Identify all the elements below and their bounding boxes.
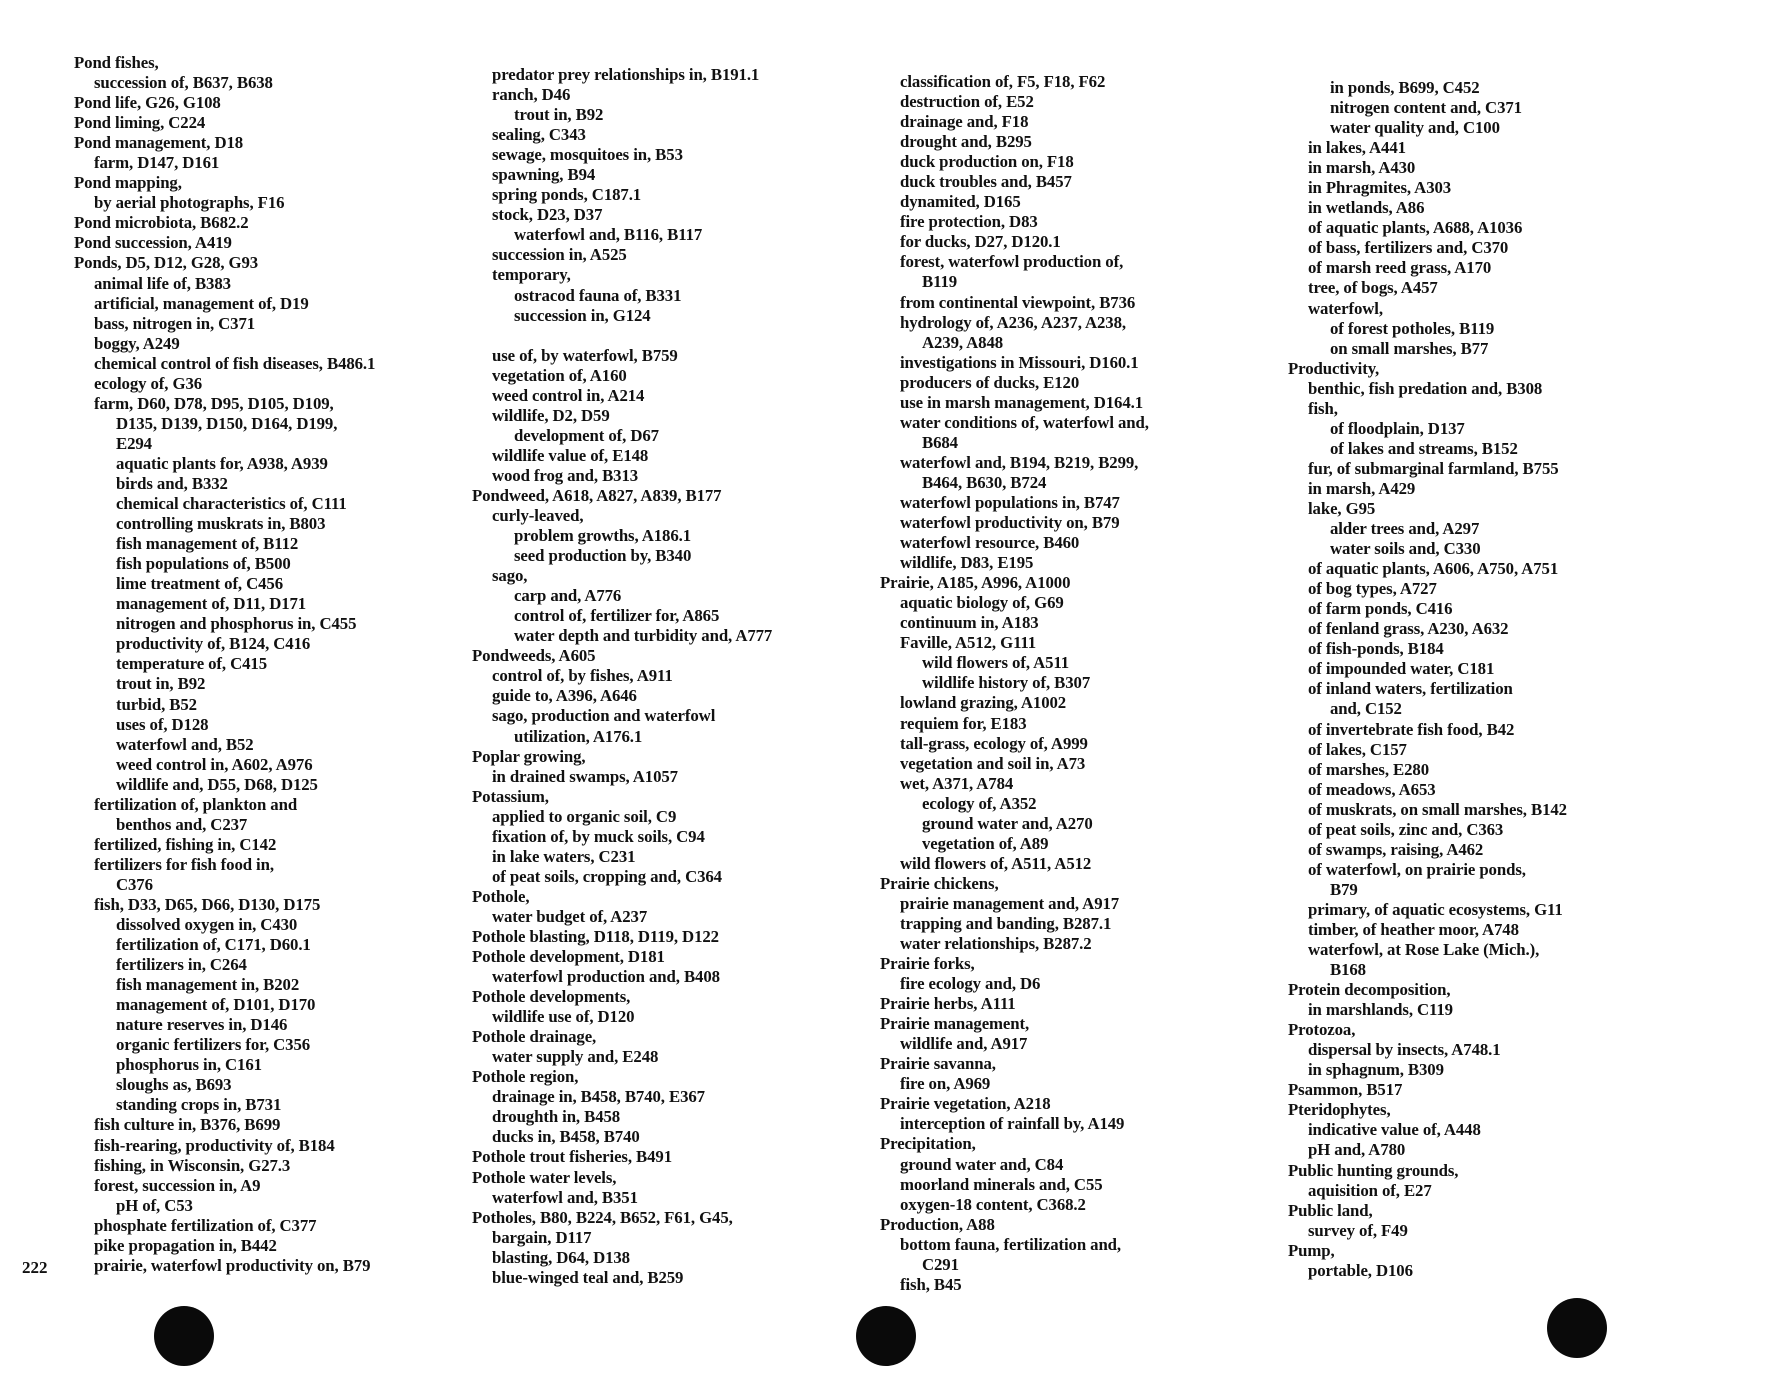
index-subentry: lake, G95	[1308, 498, 1376, 518]
index-heading: Pothole,	[472, 886, 530, 906]
index-subentry: applied to organic soil, C9	[492, 806, 677, 826]
index-subentry: sago,	[492, 566, 528, 586]
index-subentry: wild flowers of, A511	[922, 653, 1070, 673]
index-subentry: of muskrats, on small marshes, B142	[1308, 799, 1567, 819]
index-subentry: waterfowl and, B351	[492, 1187, 638, 1207]
index-subentry: continuum in, A183	[900, 613, 1039, 633]
index-subentry: sewage, mosquitoes in, B53	[492, 145, 683, 165]
index-heading: Pond management, D18	[74, 133, 244, 153]
index-subentry: in marsh, A430	[1308, 158, 1416, 178]
index-subentry: of invertebrate fish food, B42	[1308, 719, 1515, 739]
index-subentry: alder trees and, A297	[1330, 519, 1480, 539]
index-subentry: of impounded water, C181	[1308, 659, 1495, 679]
index-subentry: and, C152	[1330, 699, 1402, 719]
index-subentry: water depth and turbidity and, A777	[514, 626, 773, 646]
index-subentry: phosphate fertilization of, C377	[94, 1215, 317, 1235]
index-subentry: waterfowl productivity on, B79	[900, 513, 1120, 533]
index-subentry: problem growths, A186.1	[514, 526, 692, 546]
index-subentry: in Phragmites, A303	[1308, 178, 1452, 198]
index-subentry: fish, B45	[900, 1274, 962, 1294]
index-column-1	[74, 53, 375, 1276]
index-subentry: fire ecology and, D6	[900, 974, 1041, 994]
index-subentry: survey of, F49	[1308, 1220, 1408, 1240]
index-subentry: of floodplain, D137	[1330, 418, 1465, 438]
index-subentry: trout in, B92	[514, 105, 604, 125]
index-subentry: artificial, management of, D19	[94, 293, 309, 313]
index-subentry: in ponds, B699, C452	[1330, 78, 1480, 97]
index-heading: Pond microbiota, B682.2	[74, 213, 249, 233]
index-heading: Pondweeds, A605	[472, 646, 596, 666]
index-subentry: ground water and, A270	[922, 813, 1093, 833]
index-heading: Production, A88	[880, 1214, 995, 1234]
index-subentry: B79	[1330, 879, 1358, 899]
index-subentry: fertilization of, plankton and	[94, 794, 298, 814]
index-subentry: water soils and, C330	[1330, 539, 1481, 559]
index-subentry: in marshlands, C119	[1308, 1000, 1453, 1020]
index-subentry: spawning, B94	[492, 165, 596, 185]
index-subentry: use of, by waterfowl, B759	[492, 345, 678, 365]
index-subentry: of waterfowl, on prairie ponds,	[1308, 859, 1526, 879]
index-subentry: nitrogen and phosphorus in, C455	[116, 614, 357, 634]
index-subentry: drainage in, B458, B740, E367	[492, 1087, 705, 1107]
index-subentry: B684	[922, 432, 958, 452]
index-subentry: of inland waters, fertilization	[1308, 679, 1513, 699]
index-subentry: bass, nitrogen in, C371	[94, 313, 256, 333]
index-subentry: uses of, D128	[116, 714, 209, 734]
index-subentry: waterfowl production and, B408	[492, 967, 720, 987]
index-subentry: of peat soils, cropping and, C364	[492, 866, 722, 886]
index-subentry: forest, waterfowl production of,	[900, 252, 1124, 272]
index-subentry: wildlife, D83, E195	[900, 553, 1034, 573]
index-subentry: curly-leaved,	[492, 505, 584, 525]
index-subentry: fertilized, fishing in, C142	[94, 834, 277, 854]
index-subentry: fertilizers in, C264	[116, 955, 247, 975]
index-subentry: ground water and, C84	[900, 1154, 1064, 1174]
index-heading: Protein decomposition,	[1288, 980, 1451, 1000]
index-subentry: fish,	[1308, 398, 1338, 418]
index-subentry: by aerial photographs, F16	[94, 193, 285, 213]
index-heading: Public land,	[1288, 1200, 1373, 1220]
index-subentry: waterfowl and, B194, B219, B299,	[900, 452, 1139, 472]
index-subentry: predator prey relationships in, B191.1	[492, 65, 760, 84]
index-subentry: C291	[922, 1254, 959, 1274]
index-subentry: management of, D11, D171	[116, 594, 307, 614]
index-subentry: chemical control of fish diseases, B486.1	[94, 353, 376, 373]
index-subentry: aquisition of, E27	[1308, 1180, 1432, 1200]
index-subentry: waterfowl,	[1308, 298, 1383, 318]
index-subentry: water supply and, E248	[492, 1047, 659, 1067]
index-subentry: prairie, waterfowl productivity on, B79	[94, 1255, 371, 1275]
index-heading: Prairie forks,	[880, 954, 975, 974]
index-heading: Pothole water levels,	[472, 1167, 617, 1187]
index-subentry: farm, D147, D161	[94, 153, 220, 173]
index-subentry: waterfowl and, B52	[116, 734, 254, 754]
index-subentry: wildlife and, D55, D68, D125	[116, 774, 318, 794]
index-subentry: pH and, A780	[1308, 1140, 1406, 1160]
index-subentry: chemical characteristics of, C111	[116, 494, 347, 514]
index-subentry: of farm ponds, C416	[1308, 599, 1453, 619]
index-subentry: on small marshes, B77	[1330, 338, 1489, 358]
page-number: 222	[22, 1258, 48, 1277]
index-subentry: benthos and, C237	[116, 814, 248, 834]
index-subentry: in lakes, A441	[1308, 138, 1406, 158]
index-subentry: dynamited, D165	[900, 192, 1021, 212]
index-subentry: requiem for, E183	[900, 713, 1027, 733]
index-subentry: C376	[116, 874, 153, 894]
index-subentry: fish management in, B202	[116, 975, 300, 995]
index-subentry: water quality and, C100	[1330, 118, 1500, 138]
index-subentry: vegetation and soil in, A73	[900, 753, 1086, 773]
index-heading: Productivity,	[1288, 358, 1380, 378]
index-heading: Pond mapping,	[74, 173, 182, 193]
index-subentry: turbid, B52	[116, 694, 197, 714]
index-subentry: controlling muskrats in, B803	[116, 514, 326, 534]
index-subentry: fixation of, by muck soils, C94	[492, 826, 705, 846]
index-subentry: trapping and banding, B287.1	[900, 913, 1112, 933]
index-subentry: wildlife value of, E148	[492, 445, 649, 465]
index-heading: Potassium,	[472, 786, 549, 806]
index-subentry: sloughs as, B693	[116, 1075, 232, 1095]
index-subentry: of peat soils, zinc and, C363	[1308, 819, 1504, 839]
index-subentry: oxygen-18 content, C368.2	[900, 1194, 1086, 1214]
index-subentry: in lake waters, C231	[492, 846, 636, 866]
index-subentry: in marsh, A429	[1308, 478, 1416, 498]
index-subentry: wood frog and, B313	[492, 465, 639, 485]
index-heading: Prairie savanna,	[880, 1054, 996, 1074]
index-subentry: guide to, A396, A646	[492, 686, 637, 706]
index-subentry: succession in, A525	[492, 245, 627, 265]
index-heading: Ponds, D5, D12, G28, G93	[74, 253, 259, 273]
index-subentry: wildlife history of, B307	[922, 673, 1091, 693]
index-subentry: waterfowl resource, B460	[900, 533, 1080, 553]
index-subentry: of lakes and streams, B152	[1330, 438, 1518, 458]
index-subentry: succession in, G124	[514, 305, 651, 325]
index-column-4	[1288, 78, 1567, 1281]
index-subentry: primary, of aquatic ecosystems, G11	[1308, 899, 1563, 919]
index-subentry: water relationships, B287.2	[900, 934, 1092, 954]
index-subentry: water conditions of, waterfowl and,	[900, 412, 1149, 432]
index-subentry: utilization, A176.1	[514, 726, 643, 746]
index-heading: Pothole developments,	[472, 987, 631, 1007]
index-subentry: classification of, F5, F18, F62	[900, 72, 1106, 91]
index-heading: Protozoa,	[1288, 1020, 1356, 1040]
index-subentry: pH of, C53	[116, 1195, 193, 1215]
index-subentry: Faville, A512, G111	[900, 633, 1037, 653]
index-subentry: ecology of, A352	[922, 793, 1037, 813]
index-subentry: bargain, D117	[492, 1227, 592, 1247]
index-subentry: for ducks, D27, D120.1	[900, 232, 1061, 252]
index-heading: Prairie herbs, A111	[880, 994, 1016, 1014]
index-subentry: fertilization of, C171, D60.1	[116, 935, 311, 955]
index-subentry: destruction of, E52	[900, 92, 1034, 112]
index-subentry: wet, A371, A784	[900, 773, 1014, 793]
index-subentry: dispersal by insects, A748.1	[1308, 1040, 1501, 1060]
index-subentry: in wetlands, A86	[1308, 198, 1425, 218]
index-subentry: carp and, A776	[514, 586, 622, 606]
index-subentry: trout in, B92	[116, 674, 206, 694]
index-subentry: portable, D106	[1308, 1260, 1413, 1280]
index-subentry: benthic, fish predation and, B308	[1308, 378, 1543, 398]
index-subentry: aquatic biology of, G69	[900, 593, 1064, 613]
index-heading: Pond life, G26, G108	[74, 93, 221, 113]
index-subentry: drainage and, F18	[900, 112, 1029, 132]
index-subentry: phosphorus in, C161	[116, 1055, 262, 1075]
index-subentry: of aquatic plants, A606, A750, A751	[1308, 559, 1559, 579]
index-subentry: waterfowl and, B116, B117	[514, 225, 703, 245]
index-heading: Precipitation,	[880, 1134, 976, 1154]
index-subentry: waterfowl populations in, B747	[900, 492, 1120, 512]
index-subentry: duck troubles and, B457	[900, 172, 1072, 192]
index-subentry: E294	[116, 433, 152, 453]
index-heading: Pteridophytes,	[1288, 1100, 1391, 1120]
index-heading: Prairie management,	[880, 1014, 1030, 1034]
index-subentry: investigations in Missouri, D160.1	[900, 352, 1139, 372]
index-subentry: fish populations of, B500	[116, 554, 291, 574]
index-subentry: spring ponds, C187.1	[492, 185, 642, 205]
index-subentry: of fenland grass, A230, A632	[1308, 619, 1509, 639]
index-subentry: fishing, in Wisconsin, G27.3	[94, 1155, 291, 1175]
index-subentry: B168	[1330, 960, 1366, 980]
index-subentry: moorland minerals and, C55	[900, 1174, 1103, 1194]
index-subentry: fish-rearing, productivity of, B184	[94, 1135, 335, 1155]
index-subentry: A239, A848	[922, 332, 1004, 352]
index-subentry: fish, D33, D65, D66, D130, D175	[94, 894, 321, 914]
index-subentry: vegetation of, A89	[922, 833, 1049, 853]
index-subentry: tree, of bogs, A457	[1308, 278, 1438, 298]
index-subentry: of aquatic plants, A688, A1036	[1308, 218, 1523, 238]
index-subentry: fur, of submarginal farmland, B755	[1308, 458, 1559, 478]
index-subentry: temporary,	[492, 265, 571, 285]
index-subentry: prairie management and, A917	[900, 893, 1120, 913]
index-subentry: control of, by fishes, A911	[492, 666, 673, 686]
index-subentry: weed control in, A602, A976	[116, 754, 313, 774]
index-subentry: nitrogen content and, C371	[1330, 98, 1522, 118]
index-subentry: sago, production and waterfowl	[492, 706, 716, 726]
index-subentry: timber, of heather moor, A748	[1308, 919, 1519, 939]
index-subentry: from continental viewpoint, B736	[900, 292, 1136, 312]
index-subentry: fish culture in, B376, B699	[94, 1115, 281, 1135]
index-subentry: bottom fauna, fertilization and,	[900, 1234, 1122, 1254]
index-subentry: of bog types, A727	[1308, 579, 1437, 599]
index-subentry: fish management of, B112	[116, 534, 299, 554]
index-subentry: seed production by, B340	[514, 546, 692, 566]
index-heading: Psammon, B517	[1288, 1080, 1403, 1100]
punch-hole	[856, 1306, 916, 1366]
index-subentry: tall-grass, ecology of, A999	[900, 733, 1088, 753]
index-subentry: waterfowl, at Rose Lake (Mich.),	[1308, 940, 1540, 960]
index-heading: Prairie vegetation, A218	[880, 1094, 1051, 1114]
index-subentry: duck production on, F18	[900, 152, 1074, 172]
index-subentry: of meadows, A653	[1308, 779, 1436, 799]
index-subentry: standing crops in, B731	[116, 1095, 282, 1115]
index-subentry: blasting, D64, D138	[492, 1247, 630, 1267]
index-heading: Pump,	[1288, 1240, 1335, 1260]
index-heading: Pondweed, A618, A827, A839, B177	[472, 485, 722, 505]
punch-hole	[154, 1306, 214, 1366]
punch-hole	[1547, 1298, 1607, 1358]
index-subentry: ranch, D46	[492, 85, 571, 105]
index-subentry: drought and, B295	[900, 132, 1032, 152]
index-subentry: in sphagnum, B309	[1308, 1060, 1444, 1080]
index-heading: Pothole drainage,	[472, 1027, 597, 1047]
index-subentry: in drained swamps, A1057	[492, 766, 678, 786]
index-heading: Pond liming, C224	[74, 113, 206, 133]
index-subentry: control of, fertilizer for, A865	[514, 606, 720, 626]
index-heading: Pond fishes,	[74, 53, 159, 72]
index-subentry: weed control in, A214	[492, 385, 645, 405]
index-subentry: of fish-ponds, B184	[1308, 639, 1444, 659]
index-subentry: organic fertilizers for, C356	[116, 1035, 311, 1055]
index-subentry: succession of, B637, B638	[94, 73, 273, 93]
index-heading: Pothole trout fisheries, B491	[472, 1147, 673, 1167]
index-subentry: ostracod fauna of, B331	[514, 285, 682, 305]
index-subentry: wild flowers of, A511, A512	[900, 853, 1092, 873]
index-subentry: B119	[922, 272, 958, 292]
index-column-3	[880, 72, 1149, 1295]
index-subentry: fire on, A969	[900, 1074, 991, 1094]
index-subentry: of forest potholes, B119	[1330, 318, 1495, 338]
index-subentry: B464, B630, B724	[922, 472, 1047, 492]
index-subentry: use in marsh management, D164.1	[900, 392, 1144, 412]
index-subentry: sealing, C343	[492, 125, 586, 145]
index-subentry: D135, D139, D150, D164, D199,	[116, 413, 338, 433]
index-subentry: vegetation of, A160	[492, 365, 627, 385]
index-heading: Potholes, B80, B224, B652, F61, G45,	[472, 1207, 733, 1227]
index-heading: Pothole development, D181	[472, 947, 665, 967]
index-subentry: producers of ducks, E120	[900, 372, 1080, 392]
index-subentry: forest, succession in, A9	[94, 1175, 261, 1195]
index-subentry: birds and, B332	[116, 473, 228, 493]
index-subentry: droughth in, B458	[492, 1107, 621, 1127]
index-subentry: nature reserves in, D146	[116, 1015, 288, 1035]
index-subentry: development of, D67	[514, 425, 659, 445]
index-subentry: management of, D101, D170	[116, 995, 316, 1015]
index-subentry: temperature of, C415	[116, 654, 268, 674]
index-column-2	[472, 65, 772, 1288]
index-subentry: wildlife use of, D120	[492, 1007, 635, 1027]
index-subentry: dissolved oxygen in, C430	[116, 915, 298, 935]
index-subentry: of lakes, C157	[1308, 739, 1407, 759]
index-subentry: pike propagation in, B442	[94, 1235, 277, 1255]
index-subentry: aquatic plants for, A938, A939	[116, 453, 328, 473]
index-heading: Pothole region,	[472, 1067, 579, 1087]
index-heading: Public hunting grounds,	[1288, 1160, 1459, 1180]
index-heading: Pond succession, A419	[74, 233, 232, 253]
index-subentry: lime treatment of, C456	[116, 574, 284, 594]
index-subentry: fire protection, D83	[900, 212, 1038, 232]
index-subentry: blue-winged teal and, B259	[492, 1267, 684, 1287]
index-heading	[472, 326, 772, 346]
index-subentry: boggy, A249	[94, 333, 180, 353]
index-heading: Poplar growing,	[472, 746, 586, 766]
index-subentry: indicative value of, A448	[1308, 1120, 1481, 1140]
index-subentry: interception of rainfall by, A149	[900, 1114, 1125, 1134]
index-subentry: of marsh reed grass, A170	[1308, 258, 1492, 278]
index-subentry: of marshes, E280	[1308, 759, 1429, 779]
index-subentry: ecology of, G36	[94, 373, 203, 393]
index-subentry: farm, D60, D78, D95, D105, D109,	[94, 393, 334, 413]
index-subentry: productivity of, B124, C416	[116, 634, 311, 654]
index-subentry: of bass, fertilizers and, C370	[1308, 238, 1509, 258]
index-subentry: fertilizers for fish food in,	[94, 854, 274, 874]
index-subentry: lowland grazing, A1002	[900, 693, 1067, 713]
index-subentry: animal life of, B383	[94, 273, 231, 293]
index-subentry: hydrology of, A236, A237, A238,	[900, 312, 1126, 332]
index-heading: Prairie chickens,	[880, 873, 999, 893]
index-subentry: of swamps, raising, A462	[1308, 839, 1484, 859]
index-subentry: stock, D23, D37	[492, 205, 603, 225]
index-heading: Pothole blasting, D118, D119, D122	[472, 926, 719, 946]
index-subentry: wildlife, D2, D59	[492, 405, 610, 425]
index-subentry: wildlife and, A917	[900, 1034, 1028, 1054]
index-heading: Prairie, A185, A996, A1000	[880, 573, 1071, 593]
index-subentry: water budget of, A237	[492, 906, 648, 926]
index-subentry: ducks in, B458, B740	[492, 1127, 640, 1147]
